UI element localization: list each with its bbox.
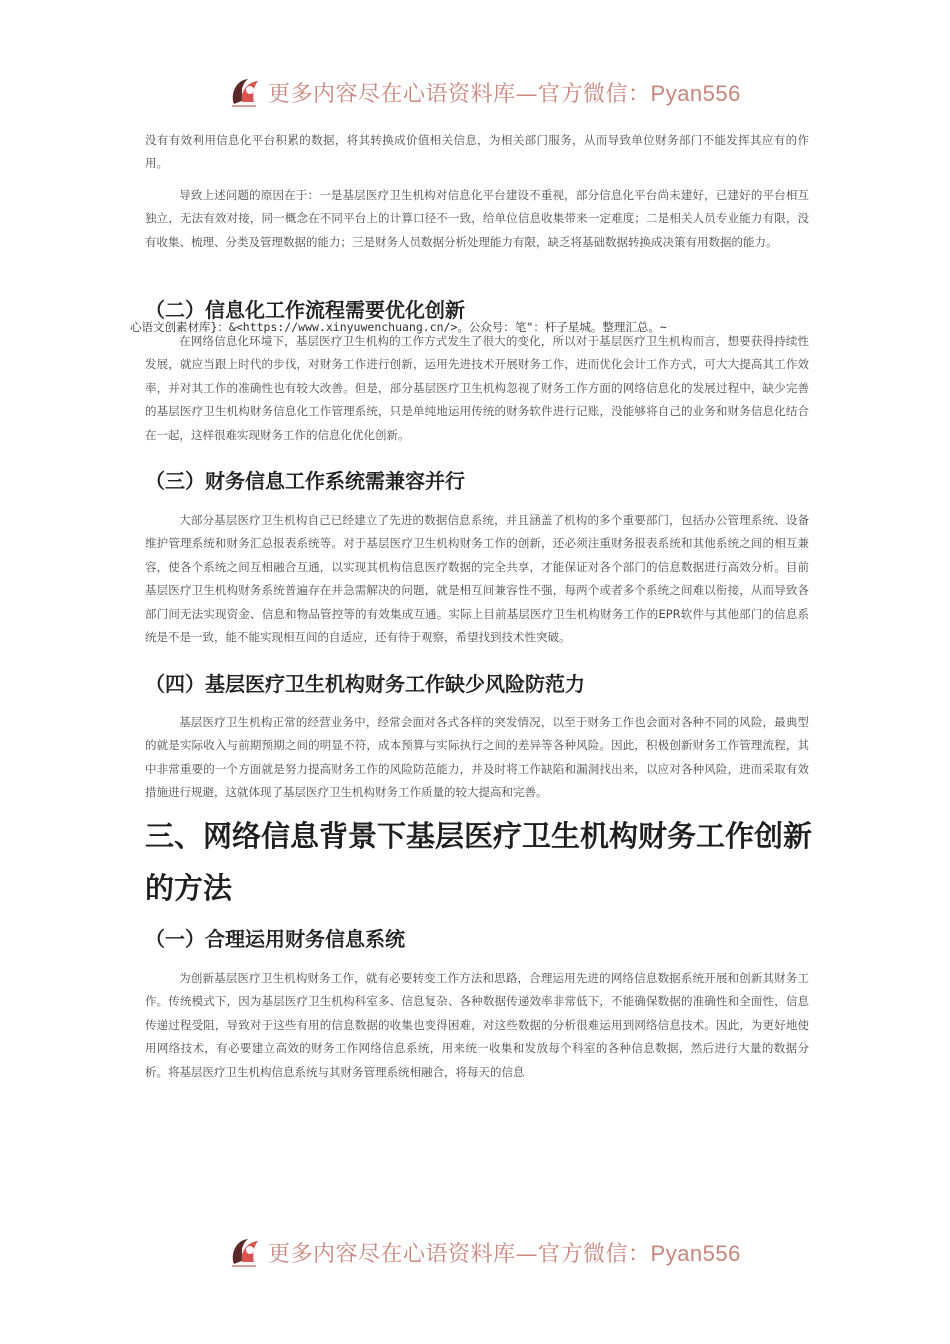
footer-banner [228, 1232, 741, 1272]
paragraph [145, 509, 809, 649]
source-note: 心语文创素材库}：&<https://www.xinyuwenchuang.cn/>。公众号：笔"：杆子星城。整理汇总。~ [130, 320, 667, 334]
paragraph-text: 导致上述问题的原因在于：一是基层医疗卫生机构对信息化平台建设不重视，部分信息化平台尚未建好，已建好的平台相互独立，无法有效对接，同一概念在不同平台上的计算口径不一致，给单位信息收集带来一定难度；二是相关人员专业能力有限，没有收集、梳理、分类及管理数据的能力；三是财务人员数据分析处理能力有限，缺乏将基础数据转换成决策有用数据的能力。 [145, 188, 809, 249]
banner-wechat-id: Pyan556 [650, 1240, 741, 1266]
paragraph: 没有有效利用信息化平台积累的数据，将其转换成价值相关信息，为相关部门服务，从而导致单位财务部门不能发挥其应有的作用。 [145, 133, 809, 171]
section-heading: （三）财务信息工作系统需兼容并行 [145, 469, 465, 493]
banner-slogan: 更多内容尽在心语资料库—官方微信： [268, 1241, 651, 1267]
brand-logo-icon [228, 1234, 264, 1270]
paragraph [145, 330, 809, 447]
banner-wechat-id: Pyan556 [650, 80, 741, 106]
brand-logo-icon [228, 74, 264, 110]
paragraph-text: 基层医疗卫生机构正常的经营业务中，经常会面对各式各样的突发情况，以至于财务工作也会面对各种不同的风险，最典型的就是实际收入与前期预期之间的明显不符，成本预算与实际执行之间的差异等各种风险。因此，积极创新财务工作管理流程，其中非常重要的一个方面就是努力提高财务工作的风险防范能力，并及时将工作缺陷和漏洞找出来，以应对各种风险，进而采取有效措施进行规避，这就体现了基层医疗卫生机构财务工作质量的较大提高和完善。 [145, 715, 809, 800]
paragraph-text: 大部分基层医疗卫生机构自己已经建立了先进的数据信息系统，并且涵盖了机构的多个重要部门，包括办公管理系统、设备维护管理系统和财务汇总报表系统等。对于基层医疗卫生机构财务工作的创新，还必须注重财务报表系统和其他系统之间的相互兼容，使各个系统之间互相融合互通，以实现其机构信息医疗数据的完全共享，才能保证对各个部门的信息数据进行高效分析。目前基层医疗卫生机构财务系统普遍存在并急需解决的问题，就是相互间兼容性不强，每两个或者多个系统之间难以衔接，从而导致各部门间无法实现资金、信息和物品管控等的有效集成互通。实际上目前基层医疗卫生机构财务工作的EPR软件与其他部门的信息系统是不是一致，能不能实现相互间的自适应，还有待于观察，希望找到技术性突破。 [145, 513, 809, 645]
paragraph [145, 967, 809, 1084]
section-heading: （四）基层医疗卫生机构财务工作缺少风险防范力 [145, 672, 585, 696]
paragraph [145, 711, 809, 805]
banner-text [268, 77, 741, 108]
chapter-heading: 三、网络信息背景下基层医疗卫生机构财务工作创新的方法 [145, 819, 813, 905]
paragraph [145, 184, 809, 254]
section-heading: （二）信息化工作流程需要优化创新 [145, 298, 465, 322]
paragraph-text: 在网络信息化环境下，基层医疗卫生机构的工作方式发生了很大的变化，所以对于基层医疗卫生机构而言，想要获得持续性发展，就应当跟上时代的步伐，对财务工作进行创新，运用先进技术开展财务工作，进而优化会计工作方式，可大大提高其工作效率，并对其工作的准确性也有较大改善。但是，部分基层医疗卫生机构忽视了财务工作方面的网络信息化的发展过程中，缺少完善的基层医疗卫生机构财务信息化工作管理系统，只是单纯地运用传统的财务软件进行记账，没能够将自己的业务和财务信息化结合在一起，这样很难实现财务工作的信息化优化创新。 [145, 334, 809, 442]
banner-text [268, 1237, 741, 1268]
banner-slogan: 更多内容尽在心语资料库—官方微信： [268, 81, 651, 107]
paragraph-text: 为创新基层医疗卫生机构财务工作，就有必要转变工作方法和思路，合理运用先进的网络信息数据系统开展和创新其财务工作。传统模式下，因为基层医疗卫生机构科室多、信息复杂、各种数据传递效率非常低下，不能确保数据的准确性和全面性，信息传递过程受阻，导致对于这些有用的信息数据的收集也变得困难，对这些数据的分析很难运用到网络信息技术。因此，为更好地使用网络技术，有必要建立高效的财务工作网络信息系统，用来统一收集和发放每个科室的各种信息数据，然后进行大量的数据分析。将基层医疗卫生机构信息系统与其财务管理系统相融合，将每天的信息 [145, 971, 809, 1079]
section-heading: （一）合理运用财务信息系统 [145, 927, 405, 951]
header-banner [228, 72, 741, 112]
